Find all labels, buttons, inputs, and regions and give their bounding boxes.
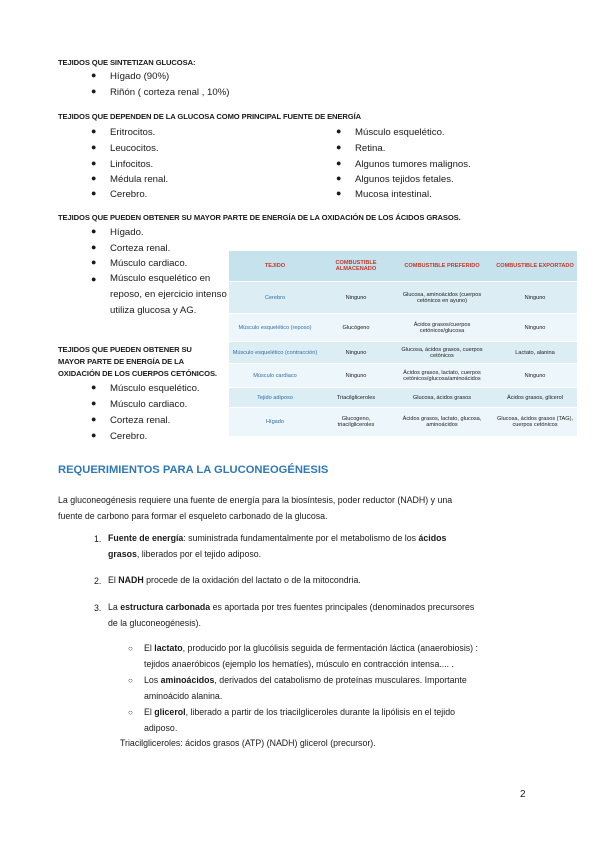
bullet-icon: ● <box>336 142 342 152</box>
list-item: ● Hígado. <box>91 226 144 238</box>
requirement-item-carbon: La estructura carbonada es aportada por tres fuentes principales (denominados precursores de la gluconeogénesis). <box>108 602 475 628</box>
bullet-icon: ● <box>91 173 97 183</box>
list-number: 2. <box>94 576 102 586</box>
bullet-icon: ● <box>91 242 97 252</box>
table-row: Músculo esquelético (reposo) Glucógeno Ácidos grasos/cuerpos cetónicos/glucosa Ninguno <box>229 314 577 342</box>
list-item: ● Hígado (90%) <box>91 70 170 82</box>
intro-paragraph: La gluconeogénesis requiere una fuente de energía para la biosíntesis, poder reductor (NADH) y una fuente de carbono para formar el esqueleto carbonado de la glucosa. <box>58 495 453 521</box>
bullet-icon: ● <box>91 70 97 80</box>
bullet-icon: ● <box>91 382 97 392</box>
col-header-tissue: TEJIDO <box>229 251 321 282</box>
heading-synthesize-glucose: TEJIDOS QUE SINTETIZAN GLUCOSA: <box>58 58 196 67</box>
heading-ketone-bodies: TEJIDOS QUE PUEDEN OBTENER SU MAYOR PARTE DE ENERGÍA DE LA OXIDACIÓN DE LOS CUERPOS CETÓNICOS. <box>58 345 217 378</box>
list-item: ● Médula renal. <box>91 173 169 185</box>
list-number: 1. <box>94 534 102 544</box>
fuel-table <box>229 251 577 436</box>
precursor-glycerol: El glicerol, liberado a partir de los triacilgliceroles durante la lipólisis en el tejido adiposo. <box>144 707 456 733</box>
list-item: ● Músculo esquelético. <box>336 126 445 138</box>
bullet-icon: ● <box>91 158 97 168</box>
bullet-icon: ● <box>91 414 97 424</box>
list-item: ● Músculo cardiaco. <box>91 257 188 269</box>
table-row: Hígado Glucogeno, triacilgliceroles Ácidos grasos, lactato, glucosa, aminoácidos Glucosa, ácidos grasos (TAG), cuerpos cetónicos <box>229 408 577 436</box>
requirement-item-nadh: El NADH procede de la oxidación del lactato o de la mitocondria. <box>108 575 361 585</box>
list-item: ● Músculo cardiaco. <box>91 398 188 410</box>
bullet-icon: ● <box>91 430 97 440</box>
circle-bullet-icon: ○ <box>128 644 133 653</box>
page-number: 2 <box>520 789 526 800</box>
list-item: ● Corteza renal. <box>91 414 171 426</box>
list-item: ● Cerebro. <box>91 430 148 442</box>
circle-bullet-icon: ○ <box>128 708 133 717</box>
table-header-row <box>229 251 577 282</box>
list-item: ● Algunos tejidos fetales. <box>336 173 454 185</box>
table-row: Cerebro Ninguno Glucosa, aminoácidos (cuerpos cetónicos en ayuno) Ninguno <box>229 282 577 314</box>
bullet-icon: ● <box>91 257 97 267</box>
list-item: ● Leucocitos. <box>91 142 159 154</box>
col-header-stored: COMBUSTIBLE ALMACENADO <box>321 251 391 282</box>
list-item: ● Corteza renal. <box>91 242 171 254</box>
bullet-icon: ● <box>91 86 97 96</box>
bullet-icon: ● <box>91 398 97 408</box>
circle-bullet-icon: ○ <box>128 676 133 685</box>
list-item: ● Músculo esquelético. <box>91 382 200 394</box>
heading-depend-glucose: TEJIDOS QUE DEPENDEN DE LA GLUCOSA COMO PRINCIPAL FUENTE DE ENERGÍA <box>58 112 361 121</box>
table-row: Músculo cardiaco Ninguno Ácidos grasos, lactato, cuerpos cetónicos/glucosa/aminoácidos Ninguno <box>229 364 577 388</box>
list-number: 3. <box>94 603 102 613</box>
col-header-preferred: COMBUSTIBLE PREFERIDO <box>391 251 493 282</box>
list-item: ● Eritrocitos. <box>91 126 156 138</box>
bullet-icon: ● <box>91 274 97 284</box>
list-item: ● Retina. <box>336 142 386 154</box>
bullet-icon: ● <box>336 126 342 136</box>
list-item: ● Linfocitos. <box>91 158 154 170</box>
requirement-item-energy: Fuente de energía: suministrada fundamentalmente por el metabolismo de los ácidos grasos, liberados por el tejido adiposo. <box>108 533 447 559</box>
list-item: ● Algunos tumores malignos. <box>336 158 471 170</box>
precursor-lactate: El lactato, producido por la glucólisis seguida de fermentación láctica (anaerobiosis) : tejidos anaeróbicos (ejemplo los hematíes), músculo en contracción intensa.... . <box>144 643 478 669</box>
list-item: ● Cerebro. <box>91 188 148 200</box>
bullet-icon: ● <box>336 173 342 183</box>
section-title-requirements: REQUERIMIENTOS PARA LA GLUCONEOGÉNESIS <box>58 464 329 476</box>
list-item: ● Músculo esquelético en reposo, en ejercicio intenso utiliza glucosa y AG. <box>91 273 227 316</box>
bullet-icon: ● <box>91 188 97 198</box>
table-row: Músculo esquelético (contracción) Ninguno Glucosa, ácidos grasos, cuerpos cetónicos Lactato, alanina <box>229 342 577 364</box>
bullet-icon: ● <box>336 188 342 198</box>
bullet-icon: ● <box>91 126 97 136</box>
col-header-exported: COMBUSTIBLE EXPORTADO <box>493 251 577 282</box>
table-row: Tejido adiposo Triacilgliceroles Glucosa, ácidos grasos Ácidos grasos, glicerol <box>229 388 577 408</box>
precursor-amino-acids: Los aminoácidos, derivados del catabolismo de proteínas musculares. Importante aminoácido alanina. <box>144 675 467 701</box>
heading-fatty-acids: TEJIDOS QUE PUEDEN OBTENER SU MAYOR PARTE DE ENERGÍA DE LA OXIDACIÓN DE LOS ÁCIDOS GRASOS. <box>58 213 461 222</box>
bullet-icon: ● <box>91 142 97 152</box>
bullet-icon: ● <box>91 226 97 236</box>
triacylglycerol-line: Triacilgliceroles: ácidos grasos (ATP) (NADH) glicerol (precursor). <box>120 738 376 748</box>
bullet-icon: ● <box>336 158 342 168</box>
list-item: ● Riñón ( corteza renal , 10%) <box>91 86 230 98</box>
list-item: ● Mucosa intestinal. <box>336 188 432 200</box>
